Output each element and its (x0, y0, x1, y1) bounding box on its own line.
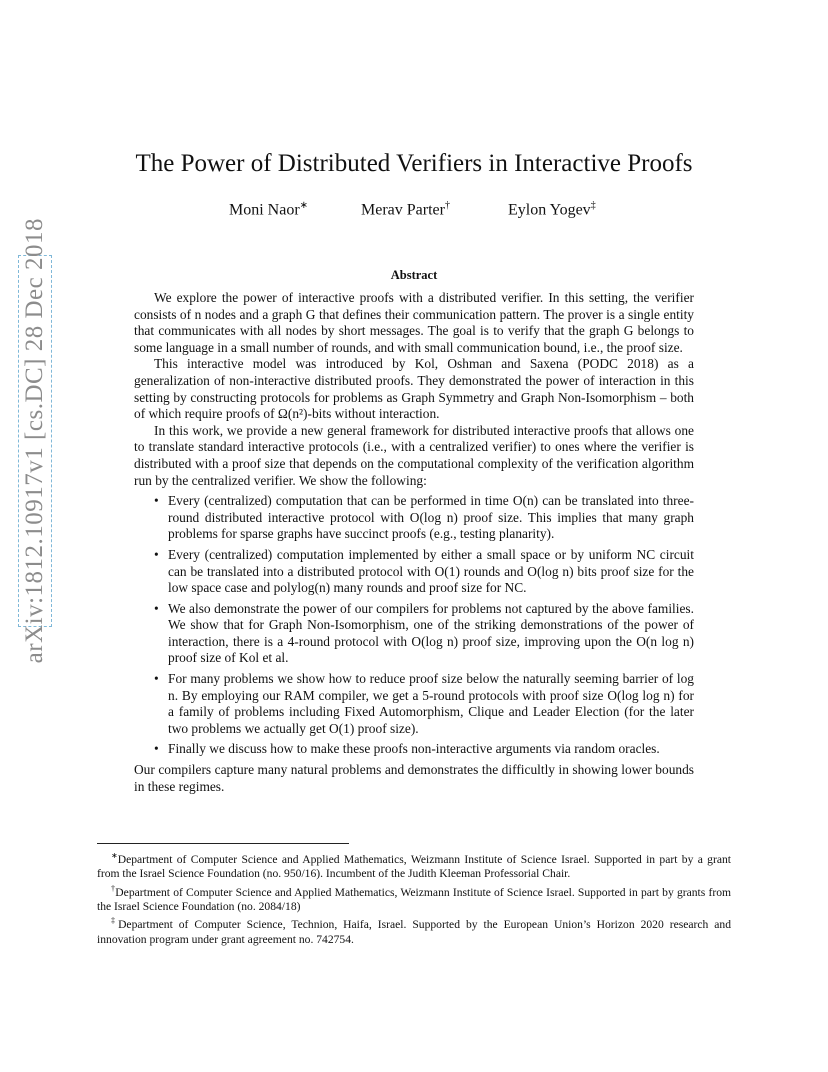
footnote-mark: † (111, 883, 116, 893)
author (508, 200, 596, 219)
footnote-text: Department of Computer Science and Applied Mathematics, Weizmann Institute of Science Israel. Supported in part by a grant from the Israel Science Foundation (no. 950/16). Incumbent of the Judith Kleeman Professorial Chair. (97, 852, 731, 881)
footnote (97, 882, 731, 915)
footnote-text: Department of Computer Science, Technion, Haifa, Israel. Supported by the European Union’s Horizon 2020 research and innovation program under grant agreement no. 742754. (97, 918, 732, 946)
footnotes (97, 849, 731, 947)
abstract-paragraph: This interactive model was introduced by Kol, Oshman and Saxena (PODC 2018) as a generalization of non-interactive distributed proofs. They demonstrated the power of interaction in this setting by constructing protocols for problems as Graph Symmetry and Graph Non-Isomorphism – both of which require proofs of Ω(n²)-bits without interaction. (134, 356, 694, 422)
footnote-rule (97, 843, 349, 844)
arxiv-identifier: arXiv:1812.10917v1 [cs.DC] 28 Dec 2018 (21, 218, 48, 664)
author (361, 200, 450, 219)
footnote (97, 914, 731, 947)
author-footnote-mark: ‡ (590, 200, 596, 211)
footnote-mark: ‡ (111, 916, 119, 926)
result-item: • For many problems we show how to reduce proof size below the naturally seeming barrier of log n. By employing our RAM compiler, we get a 5-round protocols with proof size O(log log n) for a family of problems including Fixed Automorphism, Clique and Leader Election (for the later two problems we actually get O(1) proof size). (154, 671, 694, 737)
arxiv-identifier-stamp (18, 218, 52, 664)
author-footnote-mark: ∗ (299, 200, 309, 211)
footnote-text: Department of Computer Science and Applied Mathematics, Weizmann Institute of Science Israel. Supported in part by grants from the Israel Science Foundation (no. 2084/18) (97, 885, 732, 913)
result-item: • Every (centralized) computation that can be performed in time O(n) can be translated into three-round distributed interactive protocol with O(log n) proof size. This implies that many graph problems for sparse graphs have succinct proofs (e.g., testing planarity). (154, 493, 694, 543)
author-name: Merav Parter (361, 201, 445, 219)
abstract-closing: Our compilers capture many natural problems and demonstrates the difficultly in showing lower bounds in these regimes. (134, 762, 694, 794)
footnote (97, 849, 731, 882)
author-footnote-mark: † (444, 200, 450, 211)
author (229, 200, 308, 219)
footnote-mark: ∗ (111, 851, 118, 860)
abstract-paragraph: In this work, we provide a new general framework for distributed interactive proofs that allows one to translate standard interactive protocols (i.e., with a centralized verifier) to ones where the verifier is distributed with a proof size that depends on the computational complexity of the verification algorithm run by the centralized verifier. We show the following: (134, 422, 694, 488)
abstract-heading: Abstract (390, 268, 438, 282)
abstract-body (134, 290, 694, 795)
result-item: • We also demonstrate the power of our compilers for problems not captured by the above families. We show that for Graph Non-Isomorphism, one of the striking demonstrations of the power of interaction, there is a 4-round protocol with O(log n) proof size, improving upon the O(n log n) proof size of Kol et al. (154, 601, 694, 667)
paper-title: The Power of Distributed Verifiers in Interactive Proofs (135, 150, 693, 177)
result-item: • Every (centralized) computation implemented by either a small space or by uniform NC circuit can be translated into a distributed protocol with O(1) rounds and O(log n) bits proof size for the low space case and polylog(n) many rounds and proof size for NC. (154, 547, 694, 597)
author-name: Eylon Yogev (508, 201, 591, 219)
result-item: • Finally we discuss how to make these proofs non-interactive arguments via random oracles. (154, 741, 694, 758)
abstract-paragraph: We explore the power of interactive proofs with a distributed verifier. In this setting, the verifier consists of n nodes and a graph G that defines their communication pattern. The prover is a single entity that communicates with all nodes by short messages. The goal is to verify that the graph G belongs to some language in a small number of rounds, and with small communication bound, i.e., the proof size. (134, 290, 694, 355)
results-list (134, 493, 694, 758)
author-name: Moni Naor (229, 201, 300, 219)
